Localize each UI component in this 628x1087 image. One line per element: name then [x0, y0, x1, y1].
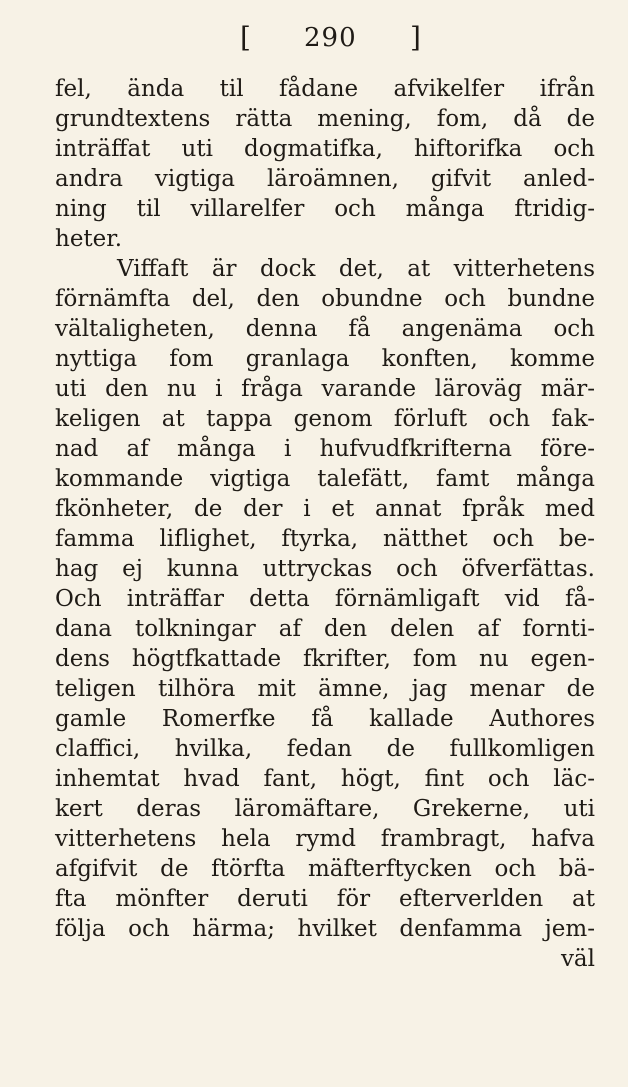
text-line: inträffat uti dogmatifka, hiftorifka och [55, 136, 595, 162]
text-line: fta mönfter deruti för efterverlden at [55, 886, 595, 912]
text-line: vitterhetens hela rymd frambragt, hafva [55, 826, 595, 852]
text-line: förnämfta del, den obundne och bundne [55, 286, 595, 312]
body-text [55, 74, 595, 974]
text-line: dana tolkningar af den delen af fornti- [55, 616, 595, 642]
text-line: heter. [55, 226, 123, 252]
text-line: teligen tilhöra mit ämne, jag menar de [55, 676, 595, 702]
text-line: keligen at tappa genom förluft och fak- [55, 406, 595, 432]
text-line: dens högtfkattade fkrifter, fom nu egen- [55, 646, 595, 672]
text-line: vältaligheten, denna få angenäma och [55, 316, 595, 342]
text-line: Viffaft är dock det, at vitterhetens [117, 256, 595, 282]
left-bracket: [ [240, 21, 251, 54]
text-line: hag ej kunna uttryckas och öfverfättas. [55, 556, 595, 582]
text-line: nyttiga fom granlaga konften, komme [55, 346, 595, 372]
text-line: fel, ända til fådane afvikelfer ifrån [55, 76, 595, 102]
right-bracket: ] [410, 21, 421, 54]
text-line: nad af många i hufvudfkrifterna före- [55, 436, 595, 462]
text-line: ning til villarelfer och många ftridig- [55, 196, 595, 222]
page-header [0, 18, 628, 58]
text-line: kert deras läromäftare, Grekerne, uti [55, 796, 595, 822]
text-line: famma liflighet, ftyrka, nätthet och be- [55, 526, 595, 552]
text-line: andra vigtiga läroämnen, gifvit anled- [55, 166, 595, 192]
text-line: grundtextens rätta mening, fom, då de [55, 106, 595, 132]
page-number: 290 [304, 23, 357, 53]
text-line: inhemtat hvad fant, högt, fint och läc- [55, 766, 595, 792]
text-line: claffici, hvilka, fedan de fullkomligen [55, 736, 595, 762]
catchword: väl [560, 946, 595, 972]
text-line: följa och härma; hvilket denfamma jem- [55, 916, 595, 942]
text-line: fkönheter, de der i et annat fpråk med [55, 496, 595, 522]
text-line: uti den nu i fråga varande läroväg mär- [55, 376, 595, 402]
text-line: kommande vigtiga talefätt, famt många [55, 466, 595, 492]
text-line: gamle Romerfke få kallade Authores [55, 706, 595, 732]
text-line: afgifvit de ftörfta mäfterftycken och bä- [55, 856, 595, 882]
text-line: Och inträffar detta förnämligaft vid få- [55, 586, 595, 612]
